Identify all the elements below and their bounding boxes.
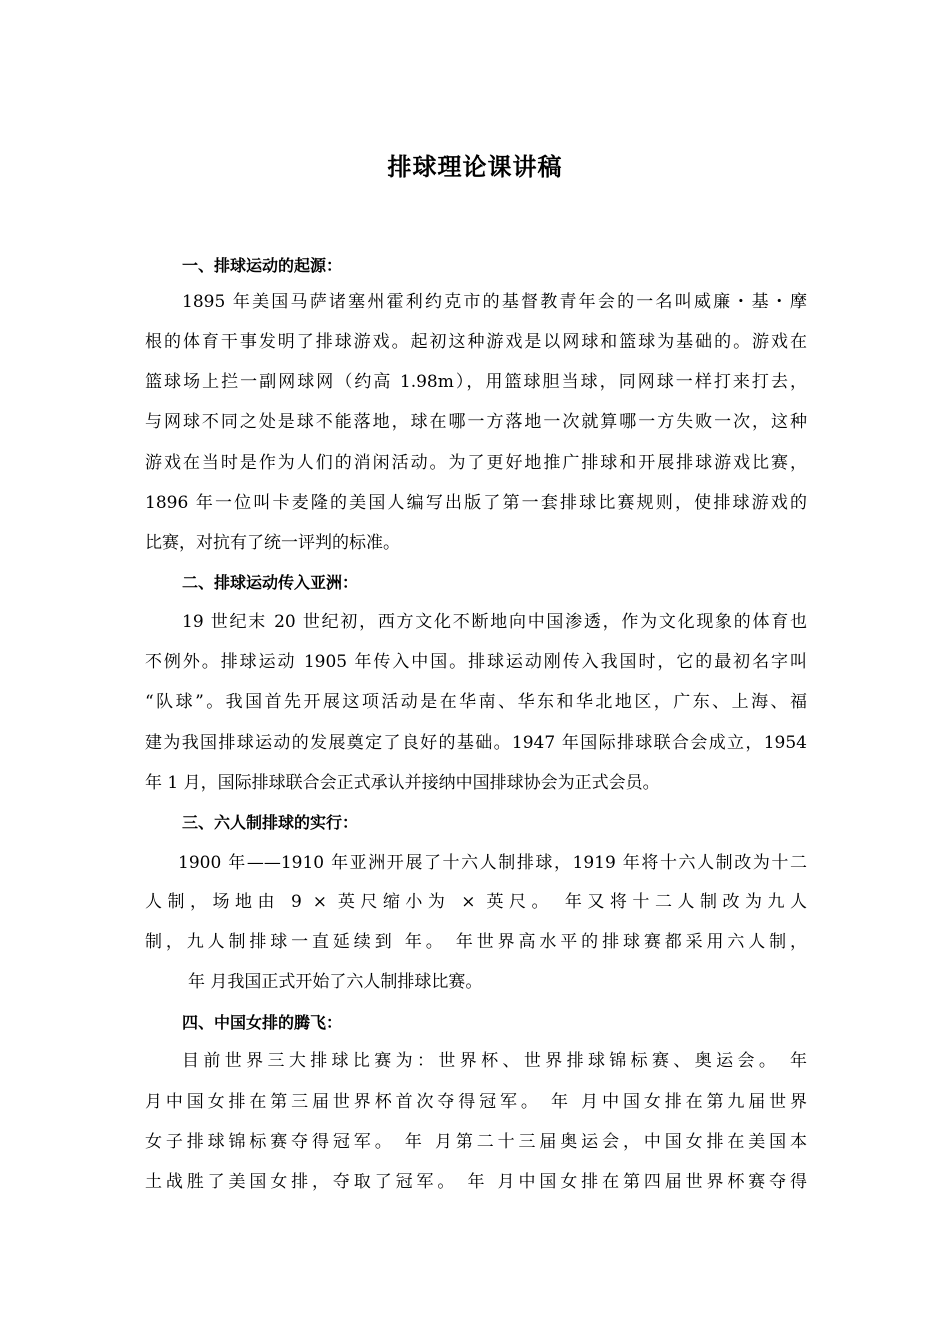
paragraph-line: 目前世界三大排球比赛为：世界杯、世界排球锦标赛、奥运会。 年 (182, 1051, 807, 1071)
paragraph-line: 女子排球锦标赛夺得冠军。 年 月第二十三届奥运会，中国女排在美国本 (145, 1132, 807, 1152)
paragraph-line: 与网球不同之处是球不能落地，球在哪一方落地一次就算哪一方失败一次，这种 (145, 412, 807, 432)
paragraph-line: 根的体育干事发明了排球游戏。起初这种游戏是以网球和篮球为基础的。游戏在 (145, 332, 807, 352)
paragraph-line: 游戏在当时是作为人们的消闲活动。为了更好地推广排球和开展排球游戏比赛， (145, 453, 807, 473)
section-heading-origin: 一、排球运动的起源： (182, 256, 343, 275)
paragraph-line: 建为我国排球运动的发展奠定了良好的基础。1947 年国际排球联合会成立，1954 (145, 733, 807, 753)
paragraph-line: 制，九人制排球一直延续到 年。 年世界高水平的排球赛都采用六人制， (145, 932, 807, 952)
section-heading-six-player: 三、六人制排球的实行： (182, 813, 359, 832)
section-heading-womens-team: 四、中国女排的腾飞： (182, 1013, 343, 1032)
paragraph-line: 不例外。排球运动 1905 年传入中国。排球运动刚传入我国时，它的最初名字叫 (145, 652, 807, 672)
paragraph-line: 年 1 月，国际排球联合会正式承认并接纳中国排球协会为正式会员。 (145, 773, 660, 793)
paragraph-line: 年 月我国正式开始了六人制排球比赛。 (188, 972, 483, 992)
paragraph-line: 19 世纪末 20 世纪初，西方文化不断地向中国渗透，作为文化现象的体育也 (182, 612, 807, 632)
paragraph-line: 土战胜了美国女排，夺取了冠军。 年 月中国女排在第四届世界杯赛夺得 (145, 1172, 807, 1192)
paragraph-line: 1895 年美国马萨诸塞州霍利约克市的基督教青年会的一名叫威廉・基・摩 (182, 292, 807, 312)
paragraph-line: 比赛，对抗有了统一评判的标准。 (145, 533, 400, 553)
paragraph-line: “队球”。我国首先开展这项活动是在华南、华东和华北地区，广东、上海、福 (145, 692, 807, 712)
document-title: 排球理论课讲稿 (387, 153, 563, 181)
section-heading-asia: 二、排球运动传入亚洲： (182, 573, 359, 592)
paragraph-line: 1896 年一位叫卡麦隆的美国人编写出版了第一套排球比赛规则，使排球游戏的 (145, 493, 807, 513)
paragraph-line: 篮球场上拦一副网球网（约高 1.98m），用篮球胆当球，同网球一样打来打去， (145, 372, 807, 392)
paragraph-line: 人制，场地由 9 × 英尺缩小为 × 英尺。 年又将十二人制改为九人 (145, 892, 807, 912)
paragraph-line: 月中国女排在第三届世界杯首次夺得冠军。 年 月中国女排在第九届世界 (145, 1092, 807, 1112)
paragraph-line: 1900 年——1910 年亚洲开展了十六人制排球，1919 年将十六人制改为十二 (178, 853, 807, 873)
